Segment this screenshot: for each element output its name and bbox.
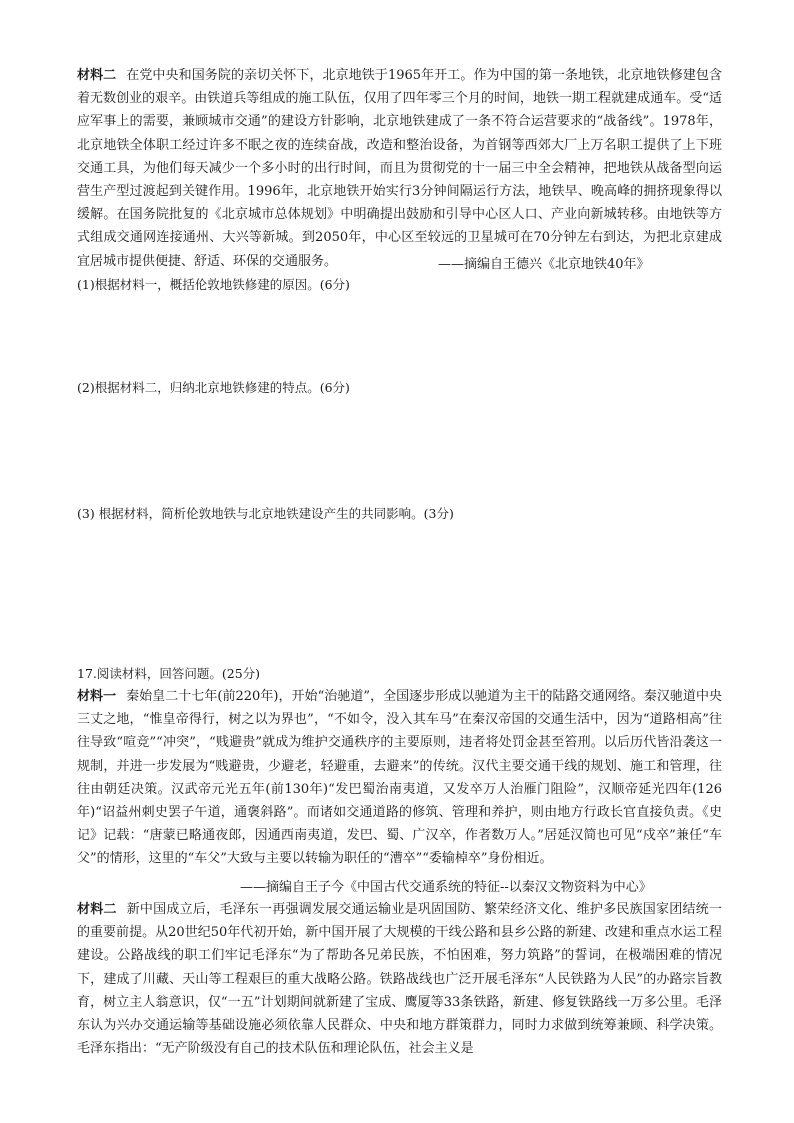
question-3: (3) 根据材料，简析伦敦地铁与北京地铁建设产生的共同影响。(3分) [77,506,454,521]
material-label: 材料二 [77,68,117,83]
q17-material-1 [77,685,722,871]
question-1: (1)根据材料一，概括伦敦地铁修建的原因。(6分) [77,277,350,292]
q17-material-2 [77,898,722,1060]
material-source: ——摘编自王德兴《北京地铁40年》 [438,257,650,272]
material-source: ——摘编自王子今《中国古代交通系统的特征--以秦汉文物资料为中心》 [240,880,652,895]
material-text: 新中国成立后，毛泽东一再强调发展交通运输业是巩固国防、繁荣经济文化、维护多民族国家团结统一的重要前提。从20世纪50年代初开始，新中国开展了大规模的干线公路和县乡公路的新建、改建和重点水运工程建设。公路战线的职工们牢记毛泽东“为了帮助各兄弟民族，不怕困难，努力筑路”的誓词，在极端困难的情况下，建成了川藏、天山等工程艰巨的重大战略公路。铁路战线也广泛开展毛泽东“人民铁路为人民”的办路宗旨教育，树立主人翁意识，仅“一五”计划期间就新建了宝成、鹰厦等33条铁路，新建、修复铁路线一万多公里。毛泽东认为兴办交通运输等基础设施必须依靠人民群众、中央和地方群策群力，同时力求做到统筹兼顾、科学决策。毛泽东指出：“无产阶级没有自己的技术队伍和理论队伍，社会主义是 [77,902,722,1057]
question-17-heading: 17.阅读材料，回答问题。(25分) [77,666,261,681]
material-2-beijing [77,64,722,273]
material-text: 秦始皇二十七年(前220年)，开始“治驰道”，全国逐步形成以驰道为主干的陆路交通网络。秦汉驰道中央三丈之地，“惟皇帝得行，树之以为界也”，“不如令，没入其车马”在秦汉帝国的交通生活中，因为“道路相高”往往导致“喧竞”“冲突”，“贱避贵”就成为维护交通秩序的主要原则，违者将处罚金甚至笞刑。以后历代皆沿袭这一规制，并进一步发展为“贱避贵，少避老，轻避重，去避来”的传统。汉代主要交通干线的规划、施工和管理，往往由朝廷决策。汉武帝元光五年(前130年)“发巴蜀治南夷道，又发卒万人治雁门阻险”，汉顺帝延光四年(126年)“诏益州刺史罢子午道，通褒斜路”。而诸如交通道路的修筑、管理和养护，则由地方行政长官直接负责。《史记》记载：“唐蒙已略通夜郎，因通西南夷道，发巴、蜀、广汉卒，作者数万人。”居延汉简也可见“戍卒”兼任“车父”的情形，这里的“车父”大致与主要以转输为职任的“漕卒”“委输棹卒”身份相近。 [77,689,722,867]
material-text: 在党中央和国务院的亲切关怀下，北京地铁于1965年开工。作为中国的第一条地铁，北京地铁修建包含着无数创业的艰辛。由铁道兵等组成的施工队伍，仅用了四年零三个月的时间，地铁一期工程就建成通车。受“适应军事上的需要，兼顾城市交通”的建设方针影响，北京地铁建成了一条不符合运营要求的“战备线”。1978年，北京地铁全体职工经过许多不眠之夜的连续奋战，改造和整治设备，为首钢等西郊大厂上万名职工提供了上下班交通工具，为他们每天减少一个多小时的出行时间，而且为贯彻党的十一届三中全会精神，把地铁从战备型向运营生产型过渡起到关键作用。1996年，北京地铁开始实行3分钟间隔运行方法，地铁早、晚高峰的拥挤现象得以缓解。在国务院批复的《北京城市总体规划》中明确提出鼓励和引导中心区人口、产业向新城转移。由地铁等方式组成交通网连接通州、大兴等新城。到2050年，中心区至较远的卫星城可在70分钟左右到达，为把北京建成宜居城市提供便捷、舒适、环保的交通服务。 [77,68,722,269]
material-label: 材料一 [77,689,117,704]
question-2: (2)根据材料二，归纳北京地铁修建的特点。(6分) [77,380,350,395]
material-label: 材料二 [77,902,117,917]
